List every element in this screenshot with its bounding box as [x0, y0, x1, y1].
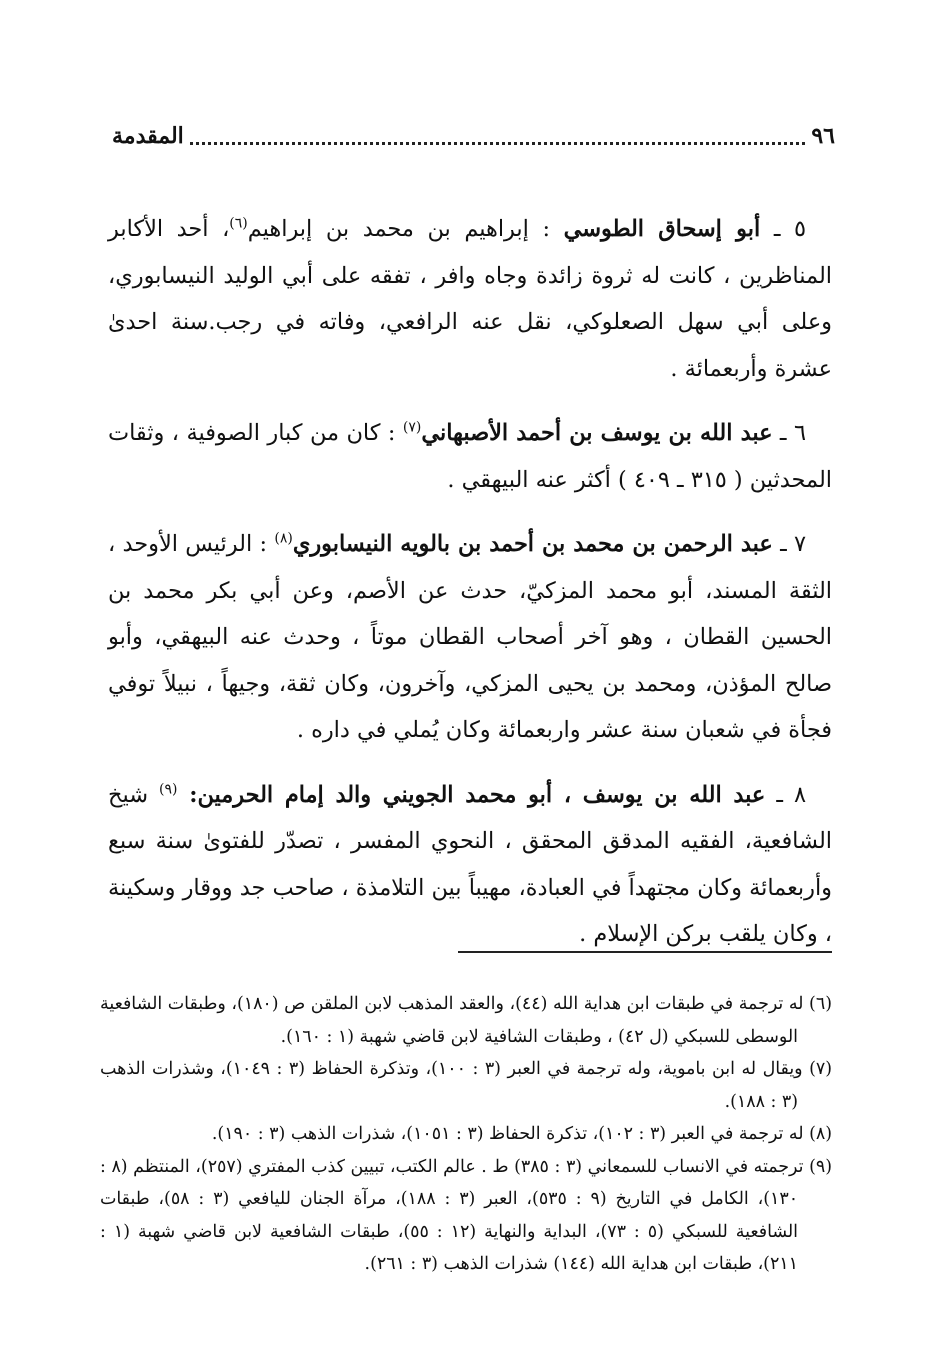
footnote-8: (٨) له ترجمة في العبر (٣ : ١٠٢)، تذكرة الحفاظ (٣ : ١٠٥١)، شذرات الذهب (٣ : ١٩٠).	[211, 1124, 832, 1144]
biography-entry-7	[108, 521, 832, 754]
footnote-ref: (٩)	[159, 781, 178, 798]
person-name: عبد الله بن يوسف بن أحمد الأصبهاني	[421, 420, 773, 446]
person-name: أبو إسحاق الطوسي	[563, 216, 761, 242]
footnote-ref: (٨)	[274, 530, 293, 547]
main-text	[108, 206, 832, 976]
biography-entry-5	[108, 206, 832, 392]
footnotes	[100, 988, 832, 1281]
entry-text: : كان من كبار الصوفية ، وثقات المحدثين ( ٣١٥ ـ ٤٠٩ ) أكثر عنه البيهقي .	[108, 420, 832, 493]
footnote-ref: (٦)	[229, 215, 248, 232]
footnote-9: (٩) ترجمته في الانساب للسمعاني (٣ : ٣٨٥) ط . عالم الكتب، تبيين كذب المفتري (٢٥٧)، المنتظم (٨ : ١٣٠)، الكامل في التاريخ (٩ : ٥٣٥)، العبر (٣ : ١٨٨)، مرآة الجنان لليافعي (٣ : ٥٨)، طبقات الشافعية للسبكي (٥ : ٧٣)، البداية والنهاية (١٢ : ٥٥)، طبقات الشافعية لابن قاضي شهبة (١ : ٢١١)، طبقات ابن هداية الله (١٤٤) شذرات الذهب (٣ : ٢٦١).	[100, 1156, 832, 1274]
entry-text-before: عبد الله بن يوسف ، أبو محمد الجويني والد إمام الحرمين:	[177, 781, 766, 808]
running-header	[112, 116, 835, 156]
person-name: عبد الرحمن بن محمد بن أحمد بن بالويه النيسابوري	[292, 531, 773, 557]
biography-entry-8	[108, 772, 832, 958]
footnote-7: (٧) ويقال له ابن باموية، وله ترجمة في العبر (٣ : ١٠٠)، وتذكرة الحفاظ (٣ : ١٠٤٩)، وشذرات الذهب (٣ : ١٨٨).	[100, 1059, 833, 1112]
entry-number: ٥ ـ	[773, 216, 807, 242]
entry-number: ٦ ـ	[779, 420, 806, 446]
header-dot-leader	[190, 128, 806, 145]
section-title: المقدمة	[112, 123, 184, 149]
entry-text: : الرئيس الأوحد ، الثقة المسند، أبو محمد المزكيّ، حدث عن الأصم، وعن أبي بكر محمد بن الحسين القطان ، وهو آخر أصحاب القطان موتاً ، وحدث عنه البيهقي، وأبو صالح المؤذن، ومحمد بن يحيى المزكي، وآخرون، وكان ثقة، وجيهاً ، نبيلاً توفي فجأة في شعبان سنة عشر واربعمائة وكان يُملي في داره .	[108, 531, 832, 743]
biography-entry-6	[108, 410, 832, 503]
entry-text: شيخ الشافعية، الفقيه المدقق المحقق ، النحوي المفسر ، تصدّر للفتوىٰ سنة سبع وأربعمائة وكان مجتهداً في العبادة، مهيباً بين التلامذة ، صاحب جد ووقار وسكينة ، وكان يلقب بركن الإسلام .	[108, 781, 832, 947]
entry-text: ، أحد الأكابر المناظرين ، كانت له ثروة زائدة وجاه وافر ، تفقه على أبي الوليد النيسابوري، وعلى أبي سهل الصعلوكي، نقل عنه الرافعي، وفاته في رجب.سنة احدىٰ عشرة وأربعمائة .	[108, 216, 832, 382]
footnote-ref: (٧)	[402, 419, 422, 436]
entry-text-before: : إبراهيم بن محمد بن إبراهيم	[247, 216, 564, 242]
footnote-6: (٦) له ترجمة في طبقات ابن هداية الله (٤٤)، والعقد المذهب لابن الملقن ص (١٨٠)، وطبقات الشافعية الوسطى للسبكي (ل ٤٢) ، وطبقات الشافية لابن قاضي شهبة (١ : ١٦٠).	[100, 994, 832, 1047]
entry-number: ٧ ـ	[780, 531, 806, 557]
entry-number: ٨ ـ	[776, 781, 806, 808]
page-number: ٩٦	[811, 123, 835, 149]
footnote-separator	[458, 951, 832, 953]
